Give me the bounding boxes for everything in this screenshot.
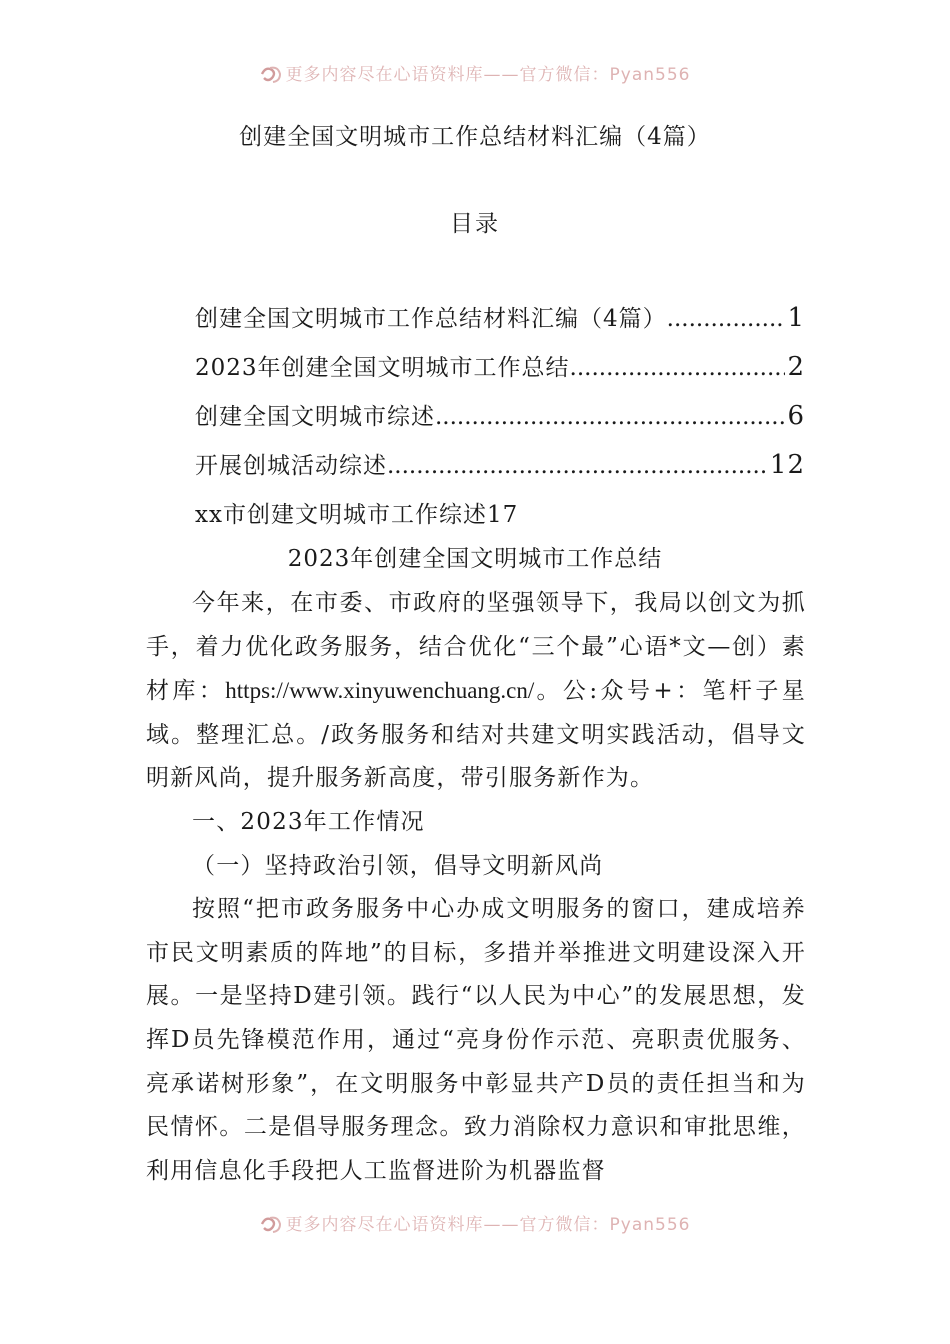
toc-entry-title: 创建全国文明城市综述 bbox=[195, 404, 435, 430]
paragraph-body: 按照“把市政务服务中心办成文明服务的窗口，建成培养市民文明素质的阵地”的目标，多措并举推进文明建设深入开展。一是坚持D建引领。践行“以人民为中心”的发展思想，发挥D员先锋模范作用，通过“亮身份作示范、亮职责优服务、亮承诺树形象”，在文明服务中彰显共产D员的责任担当和为民情怀。二是倡导服务理念。致力消除权力意识和审批思维，利用信息化手段把人工监督进阶为机器监督 bbox=[146, 896, 806, 1184]
section-title: 2023年创建全国文明城市工作总结 bbox=[287, 546, 663, 572]
toc-entry-title: 创建全国文明城市工作总结材料汇编（4篇） bbox=[195, 306, 667, 332]
toc-leader-dots bbox=[667, 306, 786, 332]
logo-icon bbox=[260, 64, 282, 84]
heading-level-2: （一）坚持政治引领，倡导文明新风尚 bbox=[192, 852, 604, 879]
toc-entry[interactable] bbox=[195, 447, 805, 496]
toc-entry-page: 6 bbox=[787, 401, 805, 431]
paragraph-intro-text-a: 今年来，在市委、市政府的坚强领导下，我局以创文为抓手，着力优化政务服务，结合优化“三个最”心语*文—创）素材库： bbox=[146, 590, 806, 705]
heading-level-1: 一、2023年工作情况 bbox=[192, 808, 425, 835]
document-title: 创建全国文明城市工作总结材料汇编（4篇） bbox=[239, 124, 711, 150]
toc-entry-last[interactable]: xx市创建文明城市工作综述17 bbox=[195, 502, 519, 528]
toc-entry-page: 1 bbox=[787, 303, 805, 333]
watermark-text: 更多内容尽在心语资料库——官方微信：Pyan556 bbox=[285, 65, 691, 85]
toc-entry[interactable] bbox=[195, 349, 805, 398]
toc-leader-dots bbox=[387, 453, 768, 479]
paragraph-intro bbox=[146, 582, 806, 801]
toc-entry[interactable] bbox=[195, 300, 805, 349]
document-body bbox=[146, 582, 806, 1193]
toc-leader-dots bbox=[570, 355, 786, 381]
toc-heading: 目录 bbox=[450, 211, 500, 237]
source-url-link[interactable]: https://www.xinyuwenchuang.cn/ bbox=[225, 678, 535, 704]
logo-icon bbox=[260, 1214, 282, 1234]
watermark-top bbox=[0, 60, 950, 85]
toc-entry-title: 2023年创建全国文明城市工作总结 bbox=[195, 355, 570, 381]
toc-leader-dots bbox=[435, 404, 785, 430]
toc-entry[interactable] bbox=[195, 398, 805, 447]
table-of-contents bbox=[195, 300, 805, 496]
watermark-text: 更多内容尽在心语资料库——官方微信：Pyan556 bbox=[285, 1215, 691, 1235]
toc-entry-page: 12 bbox=[769, 450, 805, 480]
paragraph-intro-text-b: 。公:众号+：笔杆子星域。整理汇总。/政务服务和结对共建文明实践活动，倡导文明新风尚，提升服务新高度，带引服务新作为。 bbox=[146, 678, 806, 792]
toc-entry-page: 2 bbox=[787, 352, 805, 382]
toc-entry-title: 开展创城活动综述 bbox=[195, 453, 387, 479]
watermark-bottom bbox=[0, 1210, 950, 1235]
